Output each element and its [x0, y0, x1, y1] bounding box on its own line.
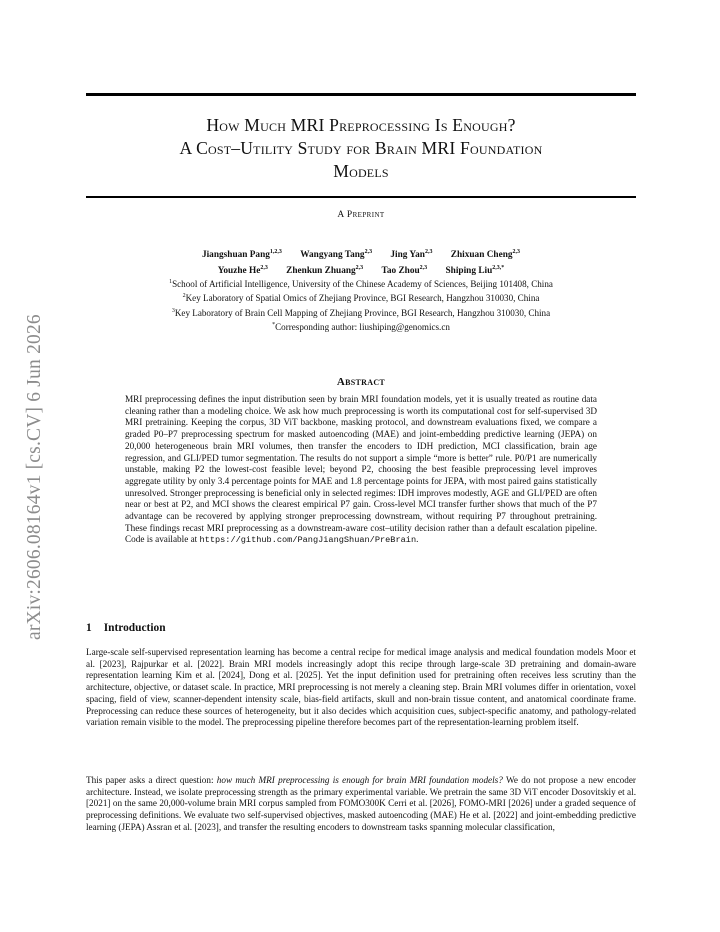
author: Jing Yan$^{2,3}$	[390, 249, 433, 261]
paper-title	[86, 114, 636, 183]
author: Zhenkun Zhuang$^{2,3}$	[286, 264, 364, 276]
affiliation: $^1$School of Artificial Intelligence, University of the Chinese Academy of Sciences, Beijing 101408, China	[169, 279, 553, 290]
affiliation-list	[80, 276, 642, 333]
title-bottom-rule	[86, 196, 636, 198]
intro-paragraph-2: This paper asks a direct question: how much MRI preprocessing is enough for brain MRI foundation models? We do not propose a new encoder architecture. Instead, we isolate preprocessing strength as the primary experimental variable. We pretrain the same 3D ViT encoder Dosovitskiy et al. [2021] on the same 20,000-volume brain MRI corpus sampled from FOMO300K Cerri et al. [2026], FOMO-MRI [2026] under a graded sequence of preprocessing definitions. We evaluate two self-supervised objectives, masked autoencoding (MAE) He et al. [2022] and joint-embedding predictive learning (JEPA) Assran et al. [2023], and transfer the resulting encoders to downstream tasks spanning molecular classification,	[86, 775, 636, 832]
author: Youzhe He$^{2,3}$	[217, 264, 268, 276]
author: Tao Zhou$^{2,3}$	[381, 264, 428, 276]
title-line-1: How Much MRI Preprocessing Is Enough?	[206, 115, 516, 135]
section-heading-introduction	[86, 622, 166, 634]
author: Jiangshuan Pang$^{1,2,3}$	[201, 249, 282, 261]
research-question: how much MRI preprocessing is enough for brain MRI foundation models?	[216, 775, 503, 785]
author: Wangyang Tang$^{2,3}$	[300, 249, 373, 261]
title-line-2: A Cost–Utility Study for Brain MRI Foundation	[179, 138, 543, 158]
author: Zhixuan Cheng$^{2,3}$	[450, 249, 521, 261]
title-top-rule	[86, 93, 636, 96]
abstract-text: MRI preprocessing defines the input distribution seen by brain MRI foundation models, yet it is usually treated as routine data cleaning rather than a modeling choice. We ask how much preprocessing is worth its computational cost for self-supervised 3D MRI pretraining. Keeping the corpus, 3D ViT backbone, masking protocol, and downstream evaluations fixed, we compare a graded P0–P7 preprocessing spectrum for masked autoencoding (MAE) and joint-embedding predictive learning (JEPA) on 20,000 heterogeneous brain MRI volumes, then transfer the encoders to IDH prediction, MCI classification, brain age regression, and GLI/PED tumor segmentation. The results do not support a simple “more is better” rule. P0/P1 are numerically unstable, making P2 the lowest-cost feasible level; beyond P2, choosing the best feasible preprocessing level improves aggregate utility by only 3.4 percentage points for MAE and 1.8 percentage points for JEPA, with most paired gains statistically unresolved. Stronger preprocessing is beneficial only in selected regimes: IDH improves modestly, AGE and GLI/PED are often near or best at P2, and MCI shows the clearest empirical P7 gain. Cross-level MCI transfer further shows that much of the P7 advantage can be recovered by applying stronger preprocessing downstream, without requiring P7 throughout pretraining. These findings recast MRI preprocessing as a downstream-aware cost–utility decision rather than a default escalation pipeline. Code is available at https://github.com/PangJiangShuan/PreBrain.	[125, 394, 597, 546]
author-list	[86, 246, 636, 277]
preprint-label: A Preprint	[337, 210, 385, 220]
author: Shiping Liu$^{2,3,*}$	[445, 264, 505, 276]
section-number: 1	[86, 622, 92, 634]
affiliation: $^3$Key Laboratory of Brain Cell Mapping of Zhejiang Province, BGI Research, Hangzhou 310030, China	[171, 307, 551, 318]
intro-paragraph-1: Large-scale self-supervised representation learning has become a central recipe for medical image analysis and medical foundation models Moor et al. [2023], Rajpurkar et al. [2022]. Brain MRI models increasingly adopt this recipe through large-scale 3D pretraining and domain-aware representation learning Kim et al. [2024], Dong et al. [2025]. Yet the input definition used for pretraining often receives less scrutiny than the architecture, objective, or dataset scale. In practice, MRI preprocessing is not merely a cleaning step. Brain MRI volumes differ in orientation, voxel spacing, field of view, scanner-dependent intensity scale, bias-field artifacts, skull and non-brain tissue content, and anatomical coordinate frame. Preprocessing can reduce these sources of heterogeneity, but it also decides which acquisition cues, subject-specific anatomy, and pathology-related variation remain visible to the model. The preprocessing pipeline therefore becomes part of the representation-learning problem itself.	[86, 647, 636, 728]
corresponding-author: *Corresponding author: liushiping@genomics.cn	[272, 321, 450, 333]
author-line-2	[86, 262, 636, 278]
arxiv-identifier: arXiv:2606.08164v1 [cs.CV] 6 Jun 2026	[24, 314, 45, 640]
section-title: Introduction	[103, 622, 166, 634]
title-line-3: Models	[333, 161, 389, 181]
affiliation: $^2$Key Laboratory of Spatial Omics of Zhejiang Province, BGI Research, Hangzhou 310030, China	[182, 293, 540, 304]
author-line-1	[86, 246, 636, 262]
abstract-heading: Abstract	[336, 376, 386, 388]
code-link[interactable]: https://github.com/PangJiangShuan/PreBrain	[199, 535, 417, 546]
